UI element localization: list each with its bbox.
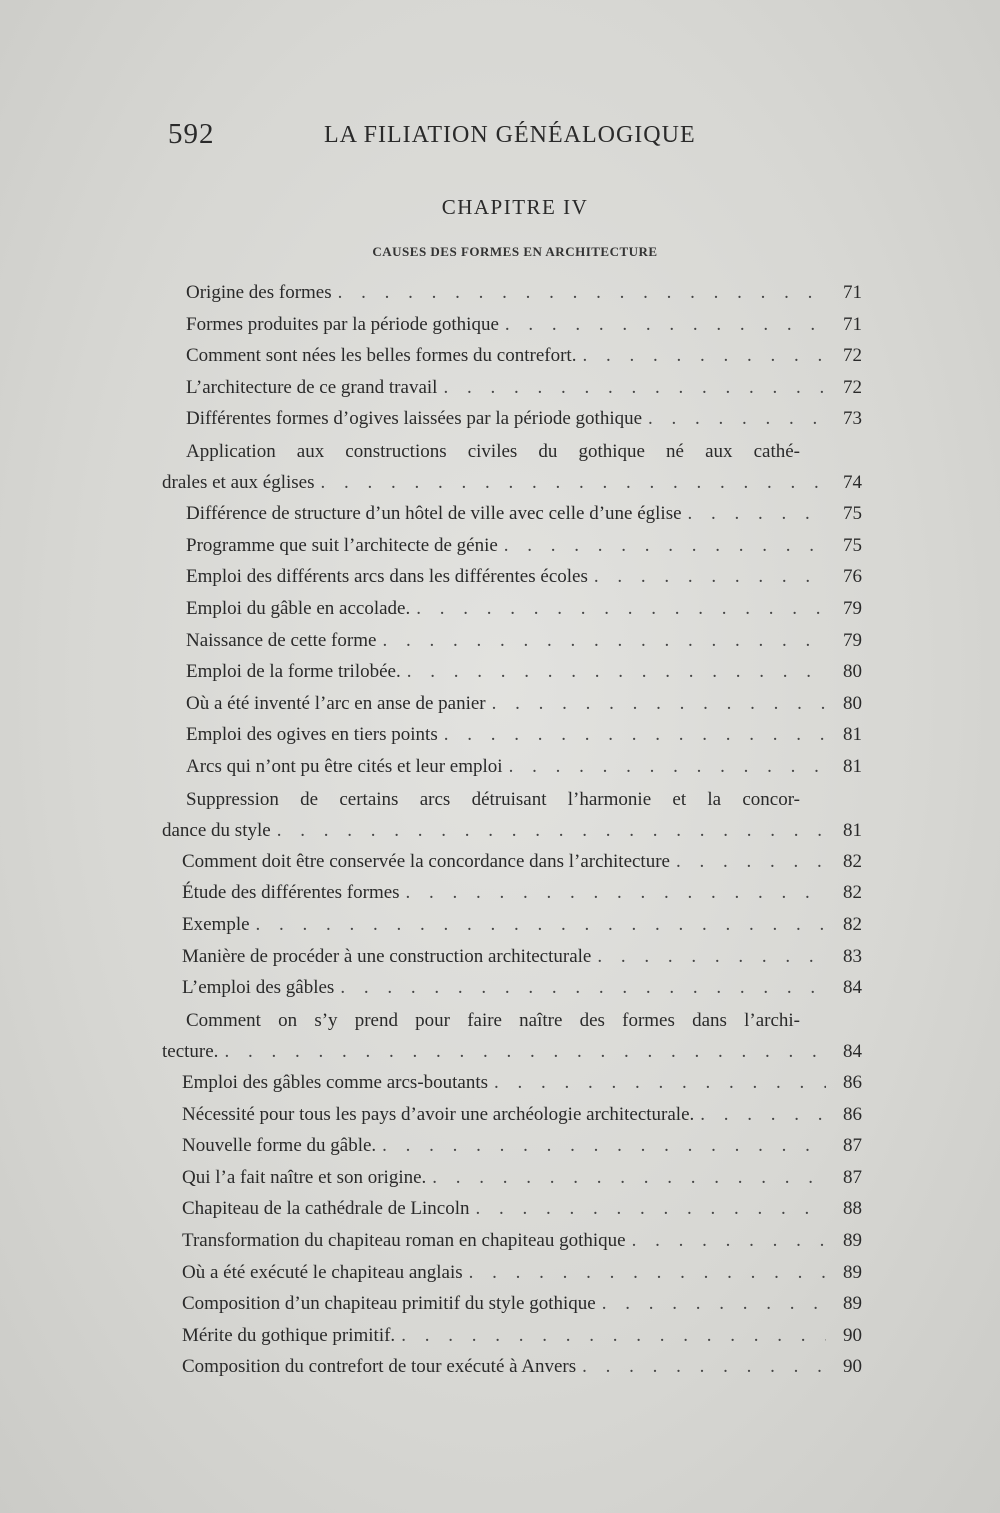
toc-entry-page: 79 xyxy=(843,598,862,619)
toc-entry-page: 83 xyxy=(843,946,862,967)
toc-entry xyxy=(162,436,800,467)
toc-entry-text: Mérite du gothique primitif. xyxy=(182,1325,396,1346)
toc-entry xyxy=(186,626,862,656)
toc-entry-page: 81 xyxy=(843,756,862,777)
toc-entry-page: 82 xyxy=(843,851,862,872)
toc-entry xyxy=(186,404,862,434)
toc-entry-text: Composition d’un chapiteau primitif du style gothique xyxy=(182,1293,596,1314)
toc-entry xyxy=(162,1005,800,1036)
dot-leader xyxy=(407,657,826,687)
toc-entry-text: Qui l’a fait naître et son origine. xyxy=(182,1167,427,1188)
toc-entry xyxy=(182,1131,862,1161)
toc-entry-page: 89 xyxy=(843,1230,862,1251)
toc-entry xyxy=(186,341,862,371)
toc-entry-text: Nécessité pour tous les pays d’avoir une archéologie architecturale. xyxy=(182,1104,695,1125)
dot-leader xyxy=(382,1131,826,1161)
toc-entry-text-continued: tecture. xyxy=(162,1041,219,1062)
dot-leader xyxy=(700,1100,826,1130)
toc-entry-page: 86 xyxy=(843,1072,862,1093)
toc-entry xyxy=(186,531,862,561)
toc-entry-continuation xyxy=(162,816,862,846)
toc-entry-text: Suppression de certains arcs détruisant l’harmonie et la concor- xyxy=(186,789,800,810)
toc-entry-text: Où a été exécuté le chapiteau anglais xyxy=(182,1262,463,1283)
chapter-title: CHAPITRE IV xyxy=(441,195,589,219)
toc-entry-text: Transformation du chapiteau roman en chapiteau gothique xyxy=(182,1230,626,1251)
dot-leader xyxy=(256,910,826,940)
toc-entry-page: 74 xyxy=(843,472,862,493)
dot-leader xyxy=(597,942,826,972)
toc-entry-text-continued: drales et aux églises xyxy=(162,472,315,493)
dot-leader xyxy=(401,1321,826,1351)
toc-entry xyxy=(182,1163,862,1193)
toc-entry xyxy=(182,1352,862,1382)
dot-leader xyxy=(676,847,826,877)
toc-entry-text: Emploi des gâbles comme arcs-boutants xyxy=(182,1072,489,1093)
dot-leader xyxy=(469,1258,826,1288)
dot-leader xyxy=(648,404,826,434)
toc-entry-text: Arcs qui n’ont pu être cités et leur emploi xyxy=(186,756,503,777)
toc-entry xyxy=(182,1226,862,1256)
toc-entry-page: 76 xyxy=(843,566,862,587)
dot-leader xyxy=(688,499,826,529)
toc-entry-page: 75 xyxy=(843,535,862,556)
toc-entry-page: 80 xyxy=(843,661,862,682)
dot-leader xyxy=(224,1037,826,1067)
toc-entry xyxy=(186,562,862,592)
toc-entry-text: Comment doit être conservée la concordance dans l’architecture xyxy=(182,851,670,872)
toc-entry xyxy=(186,310,862,340)
toc-entry xyxy=(182,1258,862,1288)
dot-leader xyxy=(509,752,826,782)
toc-entry xyxy=(182,942,862,972)
toc-entry-page: 84 xyxy=(843,977,862,998)
toc-entry xyxy=(186,499,862,529)
toc-entry-page: 75 xyxy=(843,503,862,524)
toc-entry-text: Formes produites par la période gothique xyxy=(186,314,499,335)
dot-leader xyxy=(582,341,826,371)
toc-entry-text: Emploi de la forme trilobée. xyxy=(186,661,401,682)
dot-leader xyxy=(406,878,826,908)
dot-leader xyxy=(432,1163,826,1193)
toc-entry xyxy=(186,278,862,308)
toc-entry-text: Comment sont nées les belles formes du contrefort. xyxy=(186,345,577,366)
toc-entry-continuation xyxy=(162,468,862,498)
toc-entry xyxy=(186,752,862,782)
toc-entry-text: Emploi des différents arcs dans les différentes écoles xyxy=(186,566,588,587)
running-head xyxy=(168,118,728,162)
toc-entry-page: 81 xyxy=(843,820,862,841)
toc-entry-page: 88 xyxy=(843,1198,862,1219)
dot-leader xyxy=(444,720,826,750)
toc-entry xyxy=(182,910,862,940)
toc-entry xyxy=(182,1289,862,1319)
running-title: LA FILIATION GÉNÉALOGIQUE xyxy=(324,122,696,148)
toc-entry-page: 79 xyxy=(843,630,862,651)
dot-leader xyxy=(382,626,826,656)
chapter-subtitle: CAUSES DES FORMES EN ARCHITECTURE xyxy=(372,244,658,259)
toc-entry-page: 82 xyxy=(843,882,862,903)
toc-entry-page: 82 xyxy=(843,914,862,935)
toc-entry-page: 81 xyxy=(843,724,862,745)
toc-entry-page: 89 xyxy=(843,1293,862,1314)
toc-entry xyxy=(186,373,862,403)
toc-entry xyxy=(182,878,862,908)
dot-leader xyxy=(582,1352,826,1382)
table-of-contents xyxy=(0,278,1000,1408)
toc-entry-text: L’architecture de ce grand travail xyxy=(186,377,438,398)
dot-leader xyxy=(492,689,826,719)
toc-entry xyxy=(182,1194,862,1224)
toc-entry-page: 71 xyxy=(843,314,862,335)
toc-entry xyxy=(182,1321,862,1351)
toc-entry xyxy=(186,657,862,687)
toc-entry-text: Différence de structure d’un hôtel de ville avec celle d’une église xyxy=(186,503,682,524)
toc-entry xyxy=(182,973,862,1003)
dot-leader xyxy=(416,594,826,624)
toc-entry-page: 71 xyxy=(843,282,862,303)
toc-entry-text: Chapiteau de la cathédrale de Lincoln xyxy=(182,1198,470,1219)
toc-entry xyxy=(182,1100,862,1130)
dot-leader xyxy=(320,468,826,498)
toc-entry-page: 84 xyxy=(843,1041,862,1062)
toc-entry xyxy=(162,784,800,815)
toc-entry-text: L’emploi des gâbles xyxy=(182,977,335,998)
toc-entry-text: Origine des formes xyxy=(186,282,332,303)
toc-entry xyxy=(186,720,862,750)
toc-entry-text: Emploi des ogives en tiers points xyxy=(186,724,438,745)
toc-entry-page: 86 xyxy=(843,1104,862,1125)
toc-entry-text: Composition du contrefort de tour exécuté à Anvers xyxy=(182,1356,577,1377)
dot-leader xyxy=(594,562,826,592)
toc-entry-text: Application aux constructions civiles du gothique né aux cathé- xyxy=(186,441,800,462)
toc-entry-text: Programme que suit l’architecte de génie xyxy=(186,535,498,556)
toc-entry xyxy=(182,847,862,877)
toc-entry-text: Où a été inventé l’arc en anse de panier xyxy=(186,693,486,714)
dot-leader xyxy=(504,531,826,561)
toc-entry-text: Emploi du gâble en accolade. xyxy=(186,598,411,619)
toc-entry xyxy=(186,594,862,624)
dot-leader xyxy=(505,310,826,340)
dot-leader xyxy=(338,278,826,308)
toc-entry-page: 72 xyxy=(843,345,862,366)
dot-leader xyxy=(632,1226,826,1256)
toc-entry-text-continued: dance du style xyxy=(162,820,271,841)
toc-entry-text: Étude des différentes formes xyxy=(182,882,400,903)
toc-entry-page: 90 xyxy=(843,1356,862,1377)
toc-entry-text: Naissance de cette forme xyxy=(186,630,377,651)
toc-entry-page: 73 xyxy=(843,408,862,429)
toc-entry-page: 80 xyxy=(843,693,862,714)
dot-leader xyxy=(602,1289,826,1319)
toc-entry-page: 87 xyxy=(843,1167,862,1188)
toc-entry xyxy=(186,689,862,719)
toc-entry-text: Comment on s’y prend pour faire naître des formes dans l’archi- xyxy=(186,1010,800,1031)
toc-entry-page: 90 xyxy=(843,1325,862,1346)
dot-leader xyxy=(277,816,826,846)
toc-entry-text: Nouvelle forme du gâble. xyxy=(182,1135,377,1156)
toc-entry-page: 89 xyxy=(843,1262,862,1283)
toc-entry-page: 87 xyxy=(843,1135,862,1156)
toc-entry-continuation xyxy=(162,1037,862,1067)
toc-entry-text: Exemple xyxy=(182,914,250,935)
toc-entry-text: Manière de procéder à une construction architecturale xyxy=(182,946,592,967)
dot-leader xyxy=(340,973,826,1003)
dot-leader xyxy=(443,373,826,403)
toc-entry-text: Différentes formes d’ogives laissées par la période gothique xyxy=(186,408,643,429)
dot-leader xyxy=(476,1194,826,1224)
page-number: 592 xyxy=(168,118,215,150)
dot-leader xyxy=(494,1068,826,1098)
toc-entry xyxy=(182,1068,862,1098)
toc-entry-page: 72 xyxy=(843,377,862,398)
